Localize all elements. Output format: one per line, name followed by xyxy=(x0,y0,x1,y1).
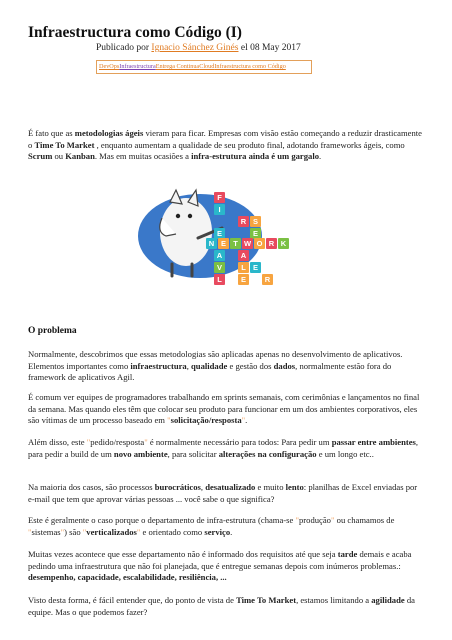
text-run: , normalmente estão fora do framework de aplicativos Agil. xyxy=(28,360,392,383)
byline xyxy=(96,43,301,53)
byline-prefix: Publicado por xyxy=(96,43,150,53)
letter-tile: N xyxy=(206,238,217,249)
text-run: da equipe. Mas o que podemos fazer? xyxy=(28,595,415,617)
bold-text: alterações na configuração xyxy=(218,448,317,459)
bold-text: infra-estrutura ainda é um gargalo xyxy=(191,151,320,162)
letter-tile: A xyxy=(238,250,249,261)
letter-tile: T xyxy=(230,238,241,249)
tag-link[interactable]: Cloud xyxy=(199,63,215,70)
paragraph xyxy=(28,349,424,384)
text-run: Na maioria dos casos, são processos xyxy=(28,482,155,492)
text-run: e gestão dos xyxy=(227,360,274,371)
paragraph xyxy=(28,515,424,538)
bold-text: Time To Market xyxy=(236,595,297,605)
text-run: , para pedir a build de um xyxy=(28,437,419,459)
letter-tile: L xyxy=(238,262,249,273)
paragraph xyxy=(28,595,424,618)
text-run: " xyxy=(28,526,32,537)
letter-tile: L xyxy=(214,274,225,285)
text-run: e orientado como xyxy=(140,526,205,537)
text-run: " xyxy=(241,415,246,426)
bold-text: metodologias ágeis xyxy=(74,128,144,138)
bold-text: dados xyxy=(273,360,296,371)
letter-tile: E xyxy=(238,274,249,285)
letter-tile: R xyxy=(266,238,277,249)
text-run: " xyxy=(86,437,91,447)
byline-date: el 08 May 2017 xyxy=(240,43,301,53)
bold-text: verticalizados xyxy=(86,526,137,537)
text-run: vieram para ficar. Empresas com visão estão começando a reduzir drasticamente o xyxy=(28,128,422,150)
text-run: ou xyxy=(52,151,66,162)
tag-link[interactable]: Infraestructura xyxy=(119,63,156,70)
bold-text: serviço xyxy=(204,526,231,537)
text-run: produção xyxy=(299,515,331,525)
section-heading: O problema xyxy=(28,326,77,336)
letter-tile: W xyxy=(243,239,252,248)
text-run: Normalmente, descobrimos que essas metodologias são aplicadas apenas no desenvolvimento de aplicativos. Elementos importantes como xyxy=(28,349,403,371)
bold-text: novo ambiente xyxy=(113,448,168,459)
text-run: pedido/resposta xyxy=(90,437,145,447)
text-run: sistemas xyxy=(31,526,61,537)
bold-text: infraestructura xyxy=(130,360,187,371)
text-run: . xyxy=(230,526,233,537)
letter-tile: O xyxy=(254,238,265,249)
tag-link[interactable]: DevOps xyxy=(99,63,120,70)
bold-text: burocráticos xyxy=(154,482,201,492)
letter-tile: S xyxy=(250,216,261,227)
text-run: é normalmente necessário para todos: Para pedir um xyxy=(147,437,332,447)
text-run: . xyxy=(245,415,248,426)
text-run: " xyxy=(60,526,65,537)
word-tiles xyxy=(204,192,287,284)
text-run: demais e acaba pedindo uma infraestrutura que não foi planejada, que é entregue semanas depois com inúmeros problemas.: xyxy=(28,549,412,571)
text-run: e muito xyxy=(255,482,286,492)
text-run: Visto desta forma, é fácil entender que, do ponto de vista de xyxy=(28,595,237,605)
bold-text: desatualizado xyxy=(205,482,256,492)
bold-text: tarde xyxy=(337,549,358,559)
text-run: " xyxy=(330,515,335,525)
paragraph xyxy=(28,392,424,427)
tag-list xyxy=(96,60,312,74)
tag-link[interactable]: Infraestructura como Código xyxy=(214,63,286,70)
author-link[interactable]: Ignacio Sánchez Ginés xyxy=(151,43,239,53)
text-run: Além disso, este xyxy=(28,437,87,447)
text-run: " xyxy=(136,526,141,537)
text-run: " xyxy=(144,437,148,447)
bold-text: Time To Market xyxy=(34,139,95,150)
text-run: Muitas vezes acontece que esse departamento não é informado dos requisitos até que seja xyxy=(28,549,338,559)
bold-text: Scrum xyxy=(28,151,53,162)
bold-text: agilidade xyxy=(371,595,405,605)
letter-tile: R xyxy=(238,216,249,227)
letter-tile: A xyxy=(214,250,225,261)
paragraph xyxy=(28,549,424,584)
text-run: " xyxy=(295,515,299,525)
text-run: : planilhas de Excel enviadas por e-mail que tem que aprovar várias pessoas ... você sabe o que significa? xyxy=(28,482,418,504)
text-run: É comum ver equipes de programadores trabalhando em sprints semanais, com cerimônias e lançamentos no final da semana. Mas quando eles têm que colocar seu produto para funcionar em um dos ambientes corporativos, eles são vítimas de um processo baseado em xyxy=(28,392,420,426)
letter-tile: K xyxy=(278,238,289,249)
bold-text: solicitação/resposta xyxy=(170,415,242,426)
text-run: " xyxy=(167,415,171,426)
letter-tile: R xyxy=(262,274,273,285)
letter-tile: E xyxy=(214,228,225,239)
text-run: ) são xyxy=(64,526,83,537)
text-run: e um longo etc.. xyxy=(316,448,374,459)
bold-text: qualidade xyxy=(191,360,228,371)
text-run: , para solicitar xyxy=(167,448,219,459)
text-run: ou chamamos de xyxy=(334,515,395,525)
letter-tile: E xyxy=(250,262,261,273)
letter-tile: E xyxy=(250,228,261,239)
letter-tile: I xyxy=(214,204,225,215)
article-title: Infraestructura como Código (I) xyxy=(28,24,242,41)
text-run: , estamos limitando a xyxy=(296,595,372,605)
paragraph xyxy=(28,482,424,505)
text-run: Este é geralmente o caso porque o departamento de infra-estrutura (chama-se xyxy=(28,515,296,525)
letter-tile: V xyxy=(214,262,225,273)
paragraph-intro xyxy=(28,128,424,163)
bold-text: lento xyxy=(285,482,304,492)
text-run: , xyxy=(200,482,206,492)
paragraph xyxy=(28,437,424,460)
text-run: . Mas em muitas ocasiões a xyxy=(94,151,192,162)
text-run: , enquanto aumentam a qualidade de seu produto final, adotando frameworks ágeis, como xyxy=(94,139,405,150)
tag-link[interactable]: Entrega Continua xyxy=(155,63,200,70)
bold-text: desempenho, capacidade, escalabilidade, resiliência, ... xyxy=(28,572,227,583)
bold-text: passar entre ambientes xyxy=(331,437,416,447)
text-run: É fato que as xyxy=(28,128,75,138)
text-run: , xyxy=(186,360,192,371)
letter-tile: F xyxy=(214,192,225,203)
bold-text: Kanban xyxy=(65,151,95,162)
text-run: " xyxy=(82,526,87,537)
text-run: . xyxy=(319,151,322,162)
letter-tile: E xyxy=(218,238,229,249)
